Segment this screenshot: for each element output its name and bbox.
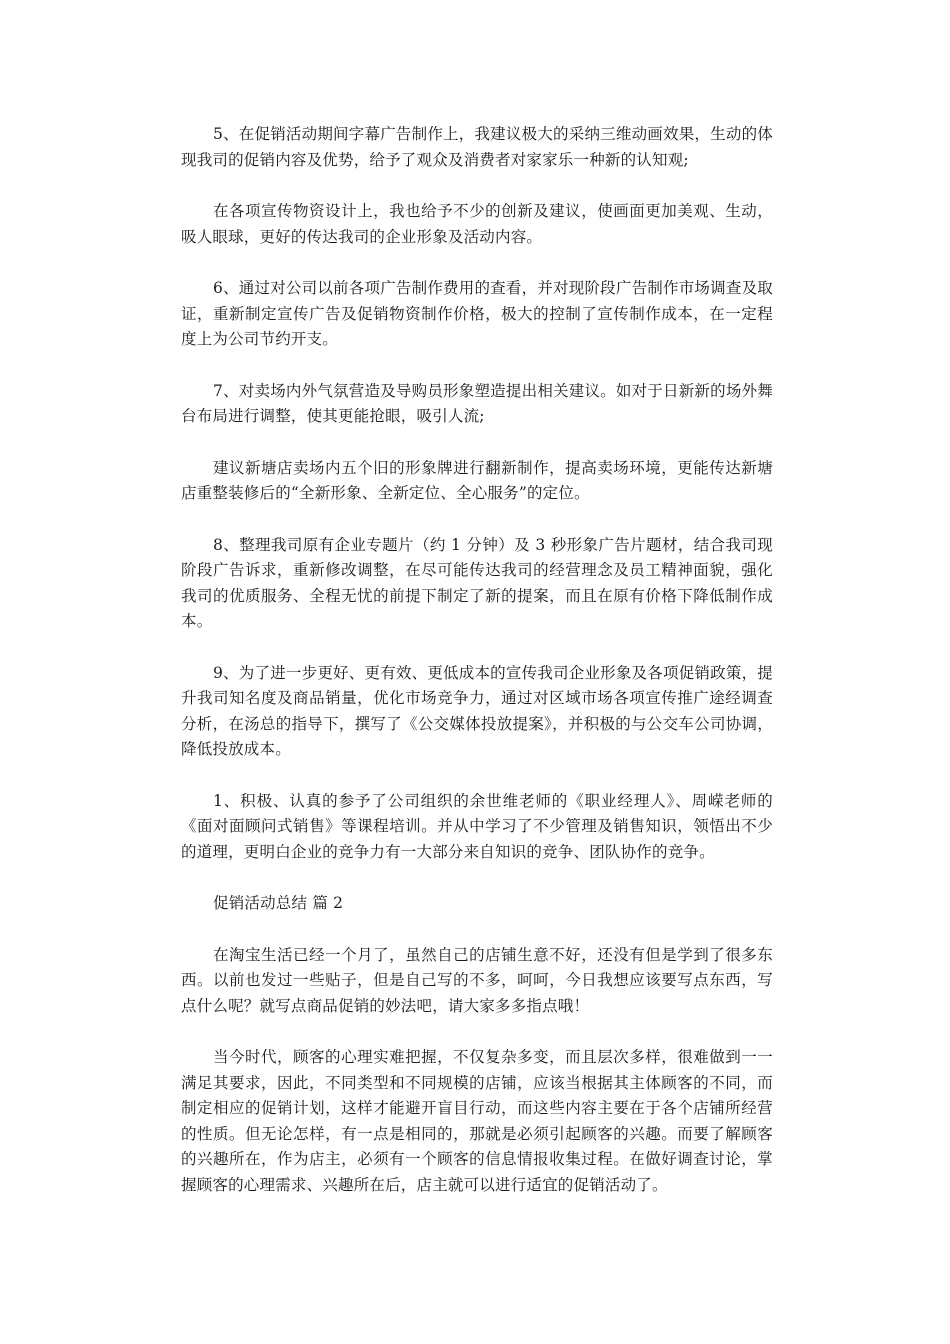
paragraph-item-6: 6、通过对公司以前各项广告制作费用的查看，并对现阶段广告制作市场调查及取证，重新制定宣传广告及促销物资制作价格，极大的控制了宣传制作成本，在一定程度上为公司节约开支。 [181, 279, 773, 348]
paragraph-design-materials: 在各项宣传物资设计上，我也给予不少的创新及建议，使画面更加美观、生动，吸人眼球，更好的传达我司的企业形象及活动内容。 [181, 202, 773, 246]
paragraph-training: 1、积极、认真的参予了公司组织的余世维老师的《职业经理人》、周嵘老师的《面对面顾问式销售》等课程培训。并从中学习了不少管理及销售知识，领悟出不少的道理，更明白企业的竞争力有一大部分来自知识的竞争、团队协作的竞争。 [181, 791, 773, 861]
paragraph-item-9: 9、为了进一步更好、更有效、更低成本的宣传我司企业形象及各项促销政策，提升我司知名度及商品销量，优化市场竞争力，通过对区域市场各项宣传推广途经调查分析，在汤总的指导下，撰写了《公交媒体投放提案》，并积极的与公交车公司协调，降低投放成本。 [181, 663, 773, 758]
paragraph-item-7: 7、对卖场内外气氛营造及导购员形象塑造提出相关建议。如对于日新新的场外舞台布局进行调整，使其更能抢眼，吸引人流; [181, 381, 773, 425]
paragraph-item-8: 8、整理我司原有企业专题片（约 1 分钟）及 3 秒形象广告片题材，结合我司现阶段广告诉求，重新修改调整，在尽可能传达我司的经营理念及员工精神面貌，强化我司的优质服务、全程无忧的前提下制定了新的提案，而且在原有价格下降低制作成本。 [181, 535, 773, 630]
paragraph-item-5: 5、在促销活动期间字幕广告制作上，我建议极大的采纳三维动画效果，生动的体现我司的促销内容及优势，给予了观众及消费者对家家乐一种新的认知观; [181, 125, 773, 169]
paragraph-taobao-intro: 在淘宝生活已经一个月了，虽然自己的店铺生意不好，还没有但是学到了很多东西。以前也发过一些贴子，但是自己写的不多，呵呵，今日我想应该要写点东西，写点什么呢？就写点商品促销的妙法吧，请大家多多指点哦！ [181, 945, 773, 1015]
paragraph-customer-psychology: 当今时代，顾客的心理实难把握，不仅复杂多变，而且层次多样，很难做到一一满足其要求，因此，不同类型和不同规模的店铺，应该当根据其主体顾客的不同，而制定相应的促销计划，这样才能避开盲目行动，而这些内容主要在于各个店铺所经营的性质。但无论怎样，有一点是相同的，那就是必须引起顾客的兴趣。而要了解顾客的兴趣所在，作为店主，必须有一个顾客的信息情报收集过程。在做好调查讨论，掌握顾客的心理需求、兴趣所在后，店主就可以进行适宜的促销活动了。 [181, 1048, 773, 1194]
paragraph-xintang-store: 建议新塘店卖场内五个旧的形象牌进行翻新制作，提高卖场环境，更能传达新塘店重整装修后的“全新形象、全新定位、全心服务”的定位。 [181, 458, 773, 502]
document-body [181, 122, 773, 1224]
section-heading: 促销活动总结 篇 2 [213, 894, 344, 912]
